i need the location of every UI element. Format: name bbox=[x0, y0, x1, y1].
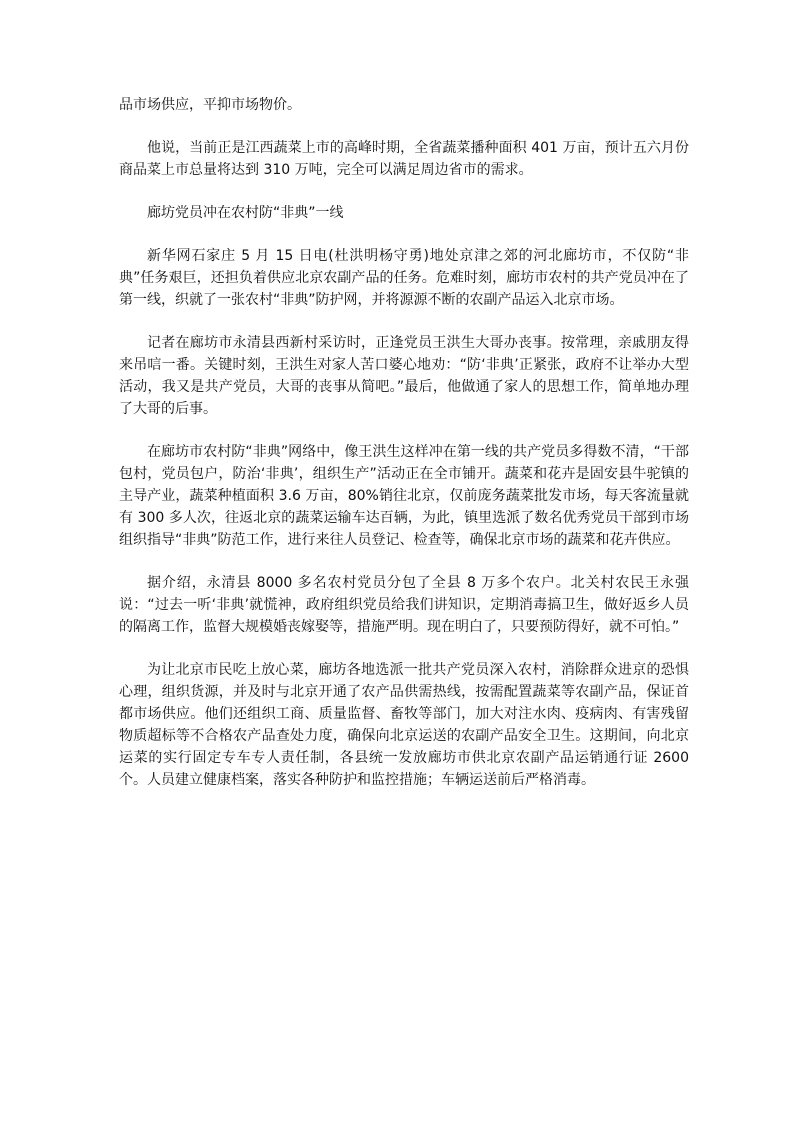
paragraph-beijing-supply: 为让北京市民吃上放心菜，廊坊各地选派一批共产党员深入农村，消除群众进京的恐惧心理，组织货源，并及时与北京开通了农产品供需热线，按需配置蔬菜等农副产品，保证首都市场供应。他们还组织工商、质量监督、畜牧等部门，加大对注水肉、疫病肉、有害残留物质超标等不合格农产品查处力度，确保向北京运送的农副产品安全卫生。这期间，向北京运菜的实行固定专车专人责任制，各县统一发放廊坊市供北京农副产品运销通行证 2600 个。人员建立健康档案，落实各种防护和监控措施；车辆运送前后严格消毒。 bbox=[119, 662, 689, 788]
document-page bbox=[119, 94, 689, 812]
paragraph-jiangxi-vegetables: 他说，当前正是江西蔬菜上市的高峰时期，全省蔬菜播种面积 401 万亩，预计五六月份商品菜上市总量将达到 310 万吨，完全可以满足周边省市的需求。 bbox=[119, 140, 689, 178]
paragraph-news-lead: 新华网石家庄 5 月 15 日电(杜洪明杨守勇)地处京津之郊的河北廊坊市，不仅防“非典”任务艰巨，还担负着供应北京农副产品的任务。危难时刻，廊坊市农村的共产党员冲在了第一线，织就了一张农村“非典”防护网，并将源源不断的农副产品运入北京市场。 bbox=[119, 248, 689, 308]
paragraph-yongqing: 据介绍，永清县 8000 多名农村党员分包了全县 8 万多个农户。北关村农民王永强说：“过去一听‘非典’就慌神，政府组织党员给我们讲知识，定期消毒搞卫生，做好返乡人员的隔离工作，监督大规模婚丧嫁娶等，措施严明。现在明白了，只要预防得好，就不可怕。” bbox=[119, 575, 689, 635]
paragraph-funeral-story: 记者在廊坊市永清县西新村采访时，正逢党员王洪生大哥办丧事。按常理，亲戚朋友得来吊唁一番。关键时刻，王洪生对家人苦口婆心地劝：“防‘非典’正紧张，政府不让举办大型活动，我又是共产党员，大哥的丧事从简吧。”最后，他做通了家人的思想工作，简单地办理了大哥的后事。 bbox=[119, 335, 689, 417]
section-heading: 廊坊党员冲在农村防“非典”一线 bbox=[147, 205, 344, 221]
paragraph-continuation: 品市场供应，平抑市场物价。 bbox=[119, 97, 301, 113]
paragraph-network: 在廊坊市农村防“非典”网络中，像王洪生这样冲在第一线的共产党员多得数不清，“干部包村，党员包户，防治‘非典’，组织生产”活动正在全市铺开。蔬菜和花卉是固安县牛驼镇的主导产业，蔬菜种植面积 3.6 万亩，80%销往北京，仅前庞务蔬菜批发市场，每天客流量就有 300 多人次，往返北京的蔬菜运输车达百辆，为此，镇里选派了数名优秀党员干部到市场组织指导“非典”防范工作，进行来往人员登记、检查等，确保北京市场的蔬菜和花卉供应。 bbox=[119, 444, 689, 548]
